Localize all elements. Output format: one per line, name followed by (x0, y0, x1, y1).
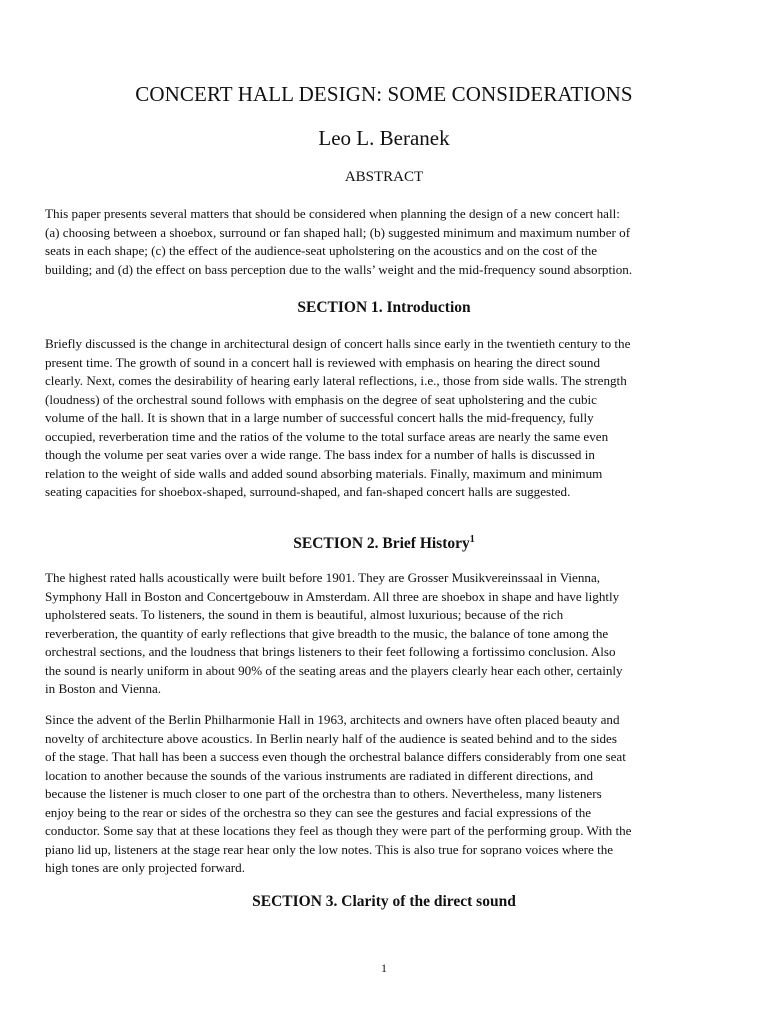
text-line: Briefly discussed is the change in architectural design of concert halls since early in the twentieth century to the (45, 336, 631, 351)
page-number: 1 (381, 961, 387, 975)
text-line: though the volume per seat varies over a wide range. The bass index for a number of halls is discussed in (45, 447, 595, 462)
section-1-paragraph (45, 335, 725, 502)
text-line: enjoy being to the rear or sides of the orchestra so they can see the gestures and facial expressions of the (45, 804, 592, 820)
text-line: upholstered seats. To listeners, the sound in them is beautiful, almost luxurious; because of the rich (45, 607, 564, 622)
section-2-paragraph-1 (45, 569, 725, 699)
text-line: reverberation, the quantity of early reflections that give breadth to the music, the balance of tone among the (45, 625, 609, 641)
text-line: of the stage. That hall has been a success even though the orchestral balance differs considerably from one seat (45, 749, 626, 764)
section-1-heading: SECTION 1. Introduction (297, 299, 471, 316)
text-line: orchestral sections, and the loudness that brings listeners to their feet following a fortissimo conclusion. Also (45, 644, 616, 659)
text-line: conductor. Some say that at these locations they feel as though they were part of the performing group. With the (45, 823, 632, 838)
text-line: The highest rated halls acoustically were built before 1901. They are Grosser Musikvereinssaal in Vienna, (45, 570, 601, 585)
text-line: This paper presents several matters that should be considered when planning the design of a new concert hall: (45, 206, 620, 221)
section-2-heading-text: SECTION 2. Brief History (293, 535, 470, 552)
text-line: occupied, reverberation time and the ratios of the volume to the total surface areas are nearly the same even (45, 428, 609, 444)
paper-author: Leo L. Beranek (318, 126, 450, 150)
text-line: present time. The growth of sound in a concert hall is reviewed with emphasis on hearing the direct sound (45, 354, 601, 370)
text-line: (loudness) of the orchestral sound follows with emphasis on the degree of seat upholstering and the cubic (45, 391, 597, 407)
text-line: relation to the weight of side walls and added sound absorbing materials. Finally, maximum and minimum (45, 465, 603, 481)
text-line: piano lid up, listeners at the stage rear hear only the low notes. This is also true for soprano voices where the (45, 841, 614, 857)
section-2-heading (0, 535, 768, 553)
text-line: volume of the hall. It is shown that in a large number of successful concert halls the mid-frequency, fully (45, 410, 594, 425)
text-line: seating capacities for shoebox-shaped, surround-shaped, and fan-shaped concert halls are suggested. (45, 484, 571, 499)
paper-title: CONCERT HALL DESIGN: SOME CONSIDERATIONS (135, 82, 633, 106)
abstract-paragraph (45, 205, 725, 279)
text-line: Symphony Hall in Boston and Concertgebouw in Amsterdam. All three are shoebox in shape and have lightly (45, 588, 620, 604)
text-line: Since the advent of the Berlin Philharmonie Hall in 1963, architects and owners have often placed beauty and (45, 712, 620, 727)
text-line: novelty of architecture above acoustics. In Berlin nearly half of the audience is seated behind and to the sides (45, 730, 617, 746)
text-line: (a) choosing between a shoebox, surround or fan shaped hall; (b) suggested minimum and maximum number of (45, 224, 631, 240)
text-line: because the listener is much closer to one part of the orchestra than to others. Nevertheless, many listeners (45, 786, 602, 801)
text-line: building; and (d) the effect on bass perception due to the walls’ weight and the mid-frequency sound absorption. (45, 261, 633, 277)
abstract-heading: ABSTRACT (344, 169, 424, 185)
text-line: high tones are only projected forward. (45, 860, 245, 875)
section-3-heading: SECTION 3. Clarity of the direct sound (252, 893, 516, 910)
section-2-paragraph-2 (45, 711, 725, 878)
text-line: seats in each shape; (c) the effect of the audience-seat upholstering on the acoustics and on the cost of the (45, 243, 598, 258)
text-line: clearly. Next, comes the desirability of hearing early lateral reflections, i.e., those from side walls. The strength (45, 373, 627, 388)
text-line: in Boston and Vienna. (45, 681, 162, 696)
text-line: the sound is nearly uniform in about 90% of the seating areas and the players clearly hear each other, certainly (45, 662, 623, 678)
text-line: location to another because the sounds of the various instruments are radiated in different directions, and (45, 767, 594, 783)
footnote-marker[interactable]: 1 (469, 534, 475, 545)
